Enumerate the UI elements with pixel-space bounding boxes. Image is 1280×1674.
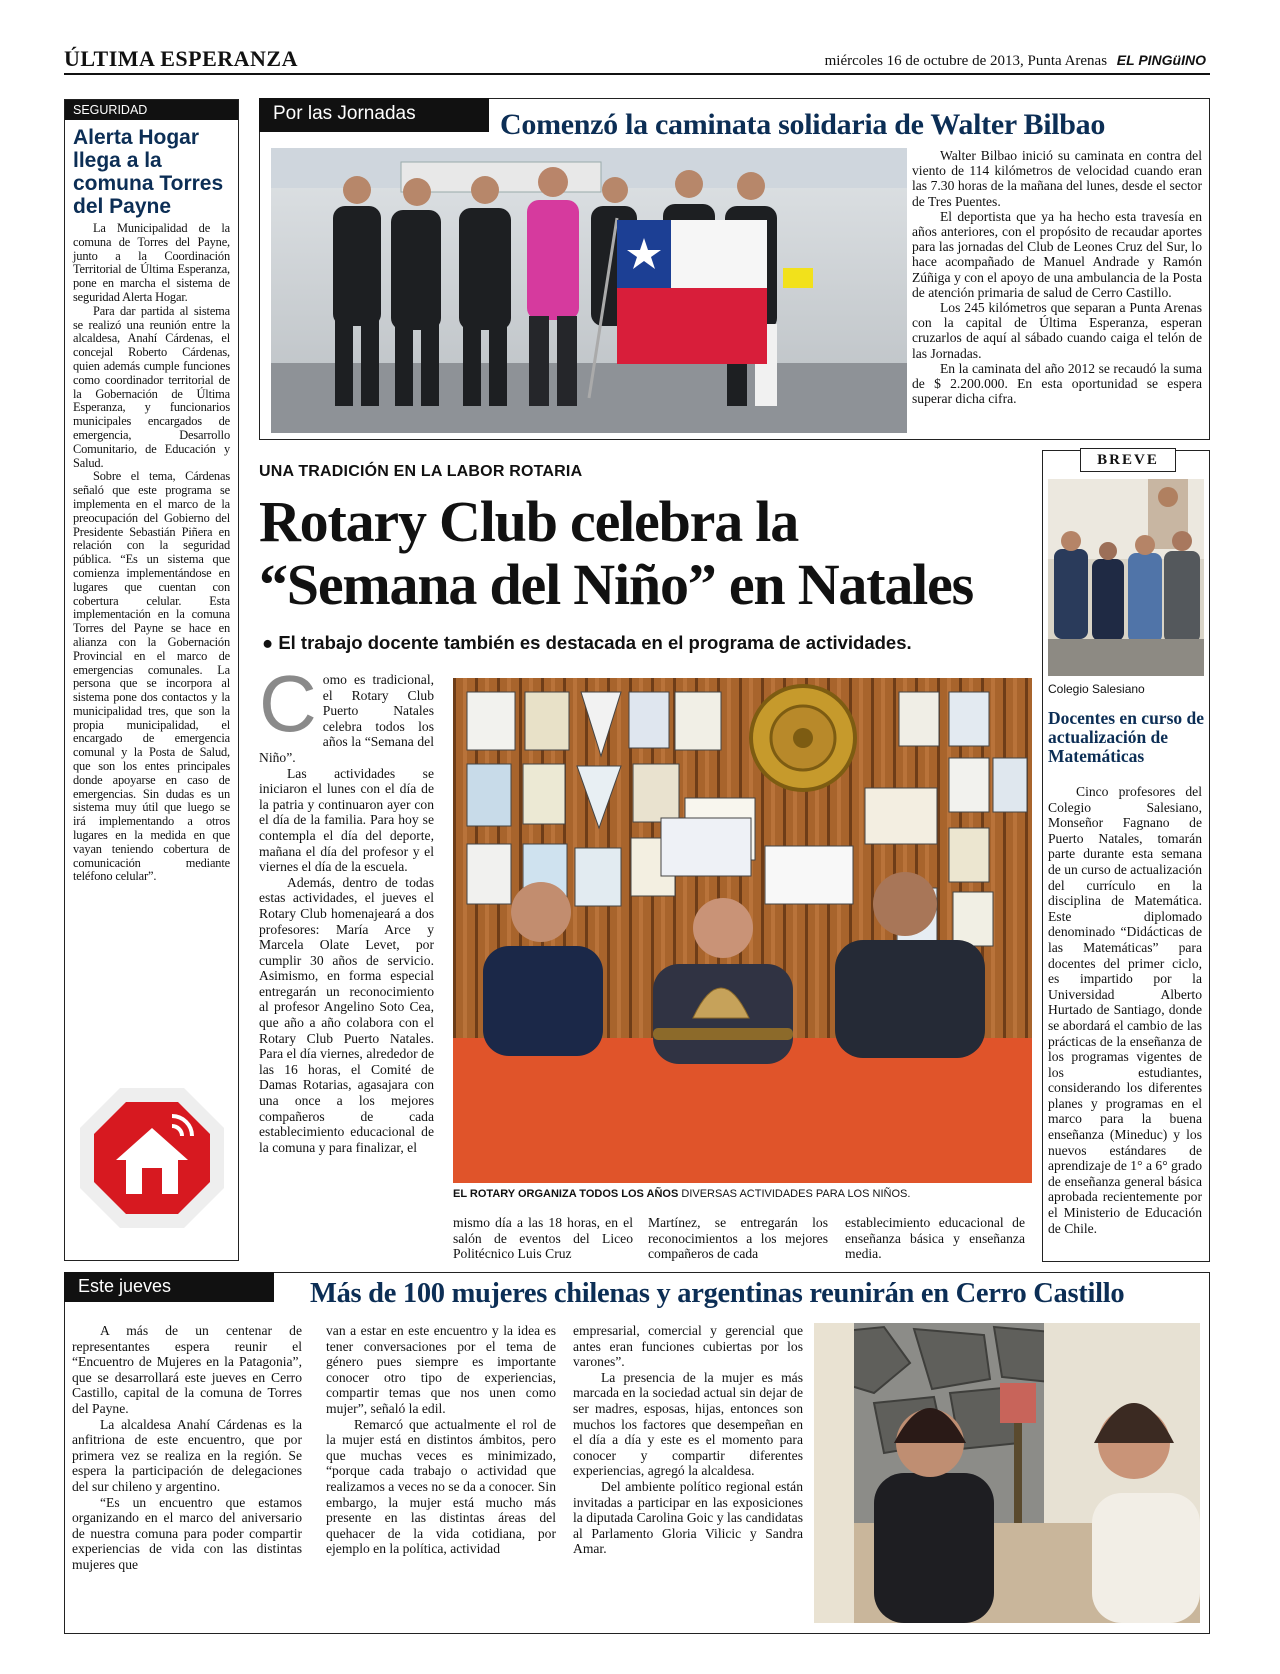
breve-photo-label: Colegio Salesiano bbox=[1048, 682, 1145, 696]
publication-date: miércoles 16 de octubre de 2013, Punta Arenas bbox=[824, 53, 1108, 69]
bottom-paragraph: Remarcó que actualmente el rol de la mujer está en distintos ámbitos, pero que muchas veces es minimizado, “porque cada trabajo o actividad que realizamos a veces no se da a conocer. Sin embargo, la mujer está mucho más presente en las distintas áreas del quehacer de la vida cotidiana, por ejemplo en la política, actividad bbox=[326, 1416, 556, 1557]
bottom-story-headline: Más de 100 mujeres chilenas y argentinas reunirán en Cerro Castillo bbox=[310, 1278, 1125, 1309]
rotary-headline-line: “Semana del Niño” en Natales bbox=[259, 552, 973, 617]
rotary-column-4: establecimiento educacional de enseñanza básica y enseñanza media. bbox=[845, 1215, 1025, 1262]
bottom-story-tag: Este jueves bbox=[64, 1272, 274, 1302]
caption-text: DIVERSAS ACTIVIDADES PARA LOS NIÑOS. bbox=[678, 1188, 911, 1200]
top-story-headline: Comenzó la caminata solidaria de Walter Bilbao bbox=[500, 108, 1106, 141]
mayor-meeting-photo bbox=[814, 1323, 1200, 1623]
top-story-body bbox=[912, 148, 1202, 406]
teachers-photo bbox=[1048, 479, 1204, 676]
rotary-column-1 bbox=[259, 659, 434, 1262]
bottom-paragraph: Del ambiente político regional están invitadas a participar en las exposiciones la diputada Carolina Goic y las candidatas al Parlamento Gloria Vilicic y Sandra Amar. bbox=[573, 1478, 803, 1557]
breve-paragraph: Cinco profesores del Colegio Salesiano, Monseñor Fagnano de Puerto Natales, tomarán parte durante esta semana de un curso de actualización del currículo en la disciplina de Matemática. Este diplomado denominado “Didácticas de las Matemáticas” para docentes del primer ciclo, es impartido por la Universidad Alberto Hurtado de Santiago, donde se abordará el cambio de las prácticas de la enseñanza de los programas vigentes de los estudiantes, considerando los diferentes planes y programas en el marco para la buena enseñanza (Mineduc) y los nuevos estándares de aprendizaje de 1° a 6° grado de enseñanza general básica aprobada recientemente por el Ministerio de Educación de Chile. bbox=[1048, 784, 1202, 1236]
bottom-paragraph: A más de un centenar de representantes espera reunir el “Encuentro de Mujeres en la Patagonia”, que se desarrollará este jueves en Cerro Castillo, capital de la comuna de Torres del Payne. bbox=[72, 1323, 302, 1416]
caption-bold: EL ROTARY ORGANIZA TODOS LOS AÑOS bbox=[453, 1188, 679, 1200]
bottom-column-3 bbox=[573, 1323, 803, 1557]
top-story-paragraph: Walter Bilbao inició su caminata en contra del viento de 114 kilómetros de velocidad cuando eran las 7.30 horas de la mañana del lunes, desde el sector de Tres Puentes. bbox=[912, 148, 1202, 209]
breve-label: BREVE bbox=[1080, 448, 1176, 472]
rotary-paragraph: Las actividades se iniciaron el lunes con el día de la patria y continuaron ayer con el día de la familia. Para hoy se contempla el día del deporte, mañana el día del profesor y el viernes el día de la escuela. bbox=[259, 765, 434, 875]
sidebar-headline: Alerta Hogar llega a la comuna Torres del Payne bbox=[73, 126, 224, 218]
top-story-paragraph: En la caminata del año 2012 se recaudó la suma de $ 2.200.000. En esta oportunidad se espera superar dicha cifra. bbox=[912, 360, 1202, 407]
bottom-paragraph: La alcaldesa Anahí Cárdenas es la anfitriona de este encuentro, que por primera vez se realiza en la región. Se espera la participación de delegaciones del sur chileno y argentino. bbox=[72, 1416, 302, 1494]
breve-body bbox=[1048, 784, 1202, 1236]
breve-headline: Docentes en curso de actualización de Matemáticas bbox=[1048, 708, 1205, 766]
rotary-subhead: ● El trabajo docente también es destacada en el programa de actividades. bbox=[262, 632, 912, 653]
bottom-paragraph: “Es un encuentro que estamos organizando en el marco del aniversario de nuestra comuna para poder compartir experiencias de vida con las distintas mujeres que bbox=[72, 1494, 302, 1572]
sidebar-paragraph: Para dar partida al sistema se realizó una reunión entre la alcaldesa, Anahí Cárdenas, el concejal Roberto Cárdenas, quien además cumple funciones como coordinador territorial de la Gobernación de Última Esperanza, y funcionarios municipales encargados de emergencia, Desarrollo Comunitario, de Educación y Salud. bbox=[73, 303, 230, 470]
rotary-paragraph: Además, dentro de todas estas actividades, el jueves el Rotary Club homenajeará a dos profesores: María Arce y Marcela Olate Levet, por cumplir 30 años de servicio. Asimismo, en forma especial entregarán un reconocimiento al profesor Angelino Soto Cea, que año a año colabora con el Rotary Club Puerto Natales. Para el día viernes, alrededor de las 16 horas, el Comité de Damas Rotarias, agasajara con una once a los mejores compañeros de cada establecimiento educacional de la comuna y para finalizar, el bbox=[259, 874, 434, 1155]
rotary-column-2: mismo día a las 18 horas, en el salón de eventos del Liceo Politécnico Luis Cruz bbox=[453, 1215, 633, 1262]
section-title: ÚLTIMA ESPERANZA bbox=[64, 46, 298, 71]
newspaper-logo: EL PINGüINO bbox=[1116, 52, 1206, 68]
home-alert-icon bbox=[76, 1082, 228, 1234]
bottom-paragraph: van a estar en este encuentro y la idea es tener conversaciones por el tema de género pues siempre es importante conocer otro tipo de experiencias, compartir temas que nos unen como mujer”, señaló la edil. bbox=[326, 1323, 556, 1416]
sidebar-body bbox=[73, 222, 230, 884]
bottom-column-1 bbox=[72, 1323, 302, 1573]
walkers-group-photo bbox=[271, 148, 907, 433]
rotary-lead: omo es tradicional, el Rotary Club Puerto Natales celebra todos los años la “Semana del Niño”. bbox=[259, 672, 434, 765]
sidebar-tag: SEGURIDAD bbox=[65, 100, 238, 120]
rotary-photo-caption bbox=[453, 1188, 910, 1200]
drop-cap: C bbox=[259, 659, 317, 748]
top-story-paragraph: El deportista que ya ha hecho esta travesía en años anteriores, con el propósito de recaudar aportes para las jornadas del Club de Leones Cruz del Sur, lo hace acompañado de Manuel Andrade y Ramón Zúñiga y con el apoyo de una ambulancia de la Posta de atención primaria de salud de Cerro Castillo. bbox=[912, 208, 1202, 300]
rotary-headline bbox=[259, 490, 1039, 616]
header-date bbox=[825, 52, 1206, 70]
top-story-paragraph: Los 245 kilómetros que separan a Punta Arenas con la capital de Última Esperanza, esperan cruzarlos de aquí al sábado cuando caiga el telón de las Jornadas. bbox=[912, 300, 1202, 361]
top-story-tag: Por las Jornadas bbox=[259, 98, 489, 132]
rotary-headline-line: Rotary Club celebra la bbox=[259, 489, 799, 554]
bottom-paragraph: empresarial, comercial y gerencial que antes eran funciones cubiertas por los varones”. bbox=[573, 1323, 803, 1370]
bottom-column-2 bbox=[326, 1323, 556, 1557]
rotary-column-3: Martínez, se entregarán los reconocimientos a los mejores compañeros de cada bbox=[648, 1215, 828, 1262]
sidebar-paragraph: La Municipalidad de la comuna de Torres del Payne, junto a la Coordinación Territorial de Última Esperanza, pone en marcha el sistema de seguridad Alerta Hogar. bbox=[73, 221, 230, 304]
rotary-kicker: UNA TRADICIÓN EN LA LABOR ROTARIA bbox=[259, 463, 583, 480]
rotary-meeting-photo bbox=[453, 678, 1032, 1183]
header-rule bbox=[64, 73, 1210, 75]
bottom-paragraph: La presencia de la mujer es más marcada en la sociedad actual sin dejar de ser madres, esposas, hijas, entonces son muchos los factores que desempeñan en el día a día y este es el momento para conocer y compartir diferentes experiencias, agregó la alcaldesa. bbox=[573, 1369, 803, 1479]
sidebar-paragraph: Sobre el tema, Cárdenas señaló que este programa se implementa en el marco de la preocupación del Gobierno del Presidente Sebastián Piñera en relación con la seguridad pública. “Es un sistema que comienza implementándose en lugares que cuentan con cobertura celular. Esta implementación en la comuna Torres del Payne se hace en alianza con la Gobernación Provincial en el marco de emergencias comunales. La persona que se incorpora al sistema pone dos contactos y la municipalidad tres, que son la propia municipalidad, el encargado de emergencia comunal y la Posta de Salud, que son los entes principales donde apoyarse en caso de emergencias. Sin dudas es un sistema muy útil que luego se irá implementando a otros lugares en la medida en que vayan teniendo cobertura de comunicación mediante teléfono celular”. bbox=[73, 469, 230, 884]
